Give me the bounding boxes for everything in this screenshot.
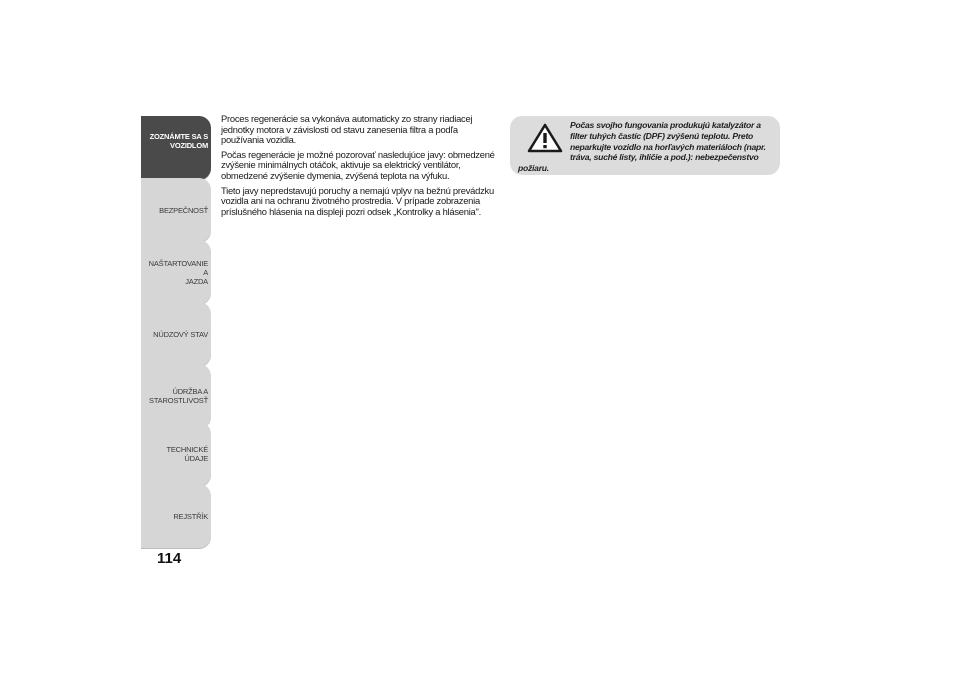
- tab-rejstrik[interactable]: REJSTŘÍK: [141, 484, 211, 548]
- paragraph-regeneration-effects: Počas regenerácie je možné pozorovať nasledujúce javy: obmedzené zvýšenie minimálnych otáčok, aktivuje sa elektrický ventilátor, obmedzené zvýšenie dymenia, zvýšená teplota na výfuku.: [221, 148, 495, 181]
- main-text-column: [221, 114, 496, 221]
- warning-text: Počas svojho fungovania produkujú katalyzátor a filter tuhých častíc (DPF) zvýšenú teplotu. Preto neparkujte vozidlo na horľavých materiáloch (napr. tráva, suché listy, ihličie a pod.): nebezpečenstvo požiaru.: [518, 120, 766, 174]
- tab-nudzovy-stav[interactable]: NÚDZOVÝ STAV: [141, 302, 211, 366]
- tab-technicke-udaje[interactable]: TECHNICKÉ ÚDAJE: [141, 422, 211, 486]
- paragraph-regeneration-process: Proces regenerácie sa vykonáva automaticky zo strany riadiacej jednotky motora v závislosti od stavu zanesenia filtra a podľa používania vozidla.: [221, 113, 473, 146]
- paragraph-not-a-fault: Tieto javy nepredstavujú poruchy a nemajú vplyv na bežnú prevádzku vozidla ani na ochranu životného prostredia. V prípade zobrazenia príslušného hlásenia na displeji pozri odsek „Kontrolky a hlásenia".: [221, 184, 494, 217]
- tab-udrzba-a-starostlivost[interactable]: ÚDRŽBA A STAROSTLIVOSŤ: [141, 364, 211, 428]
- page-number: 114: [157, 550, 182, 567]
- tab-nastartovanie-a-jazda[interactable]: NAŠTARTOVANIE A JAZDA: [141, 240, 211, 304]
- tab-bezpecnost[interactable]: BEZPEČNOSŤ: [141, 178, 211, 242]
- warning-triangle-icon: [526, 122, 564, 154]
- warning-box: [510, 116, 780, 175]
- tab-zoznamte-sa-s-vozidlom[interactable]: ZOZNÁMTE SA S VOZIDLOM: [141, 116, 211, 180]
